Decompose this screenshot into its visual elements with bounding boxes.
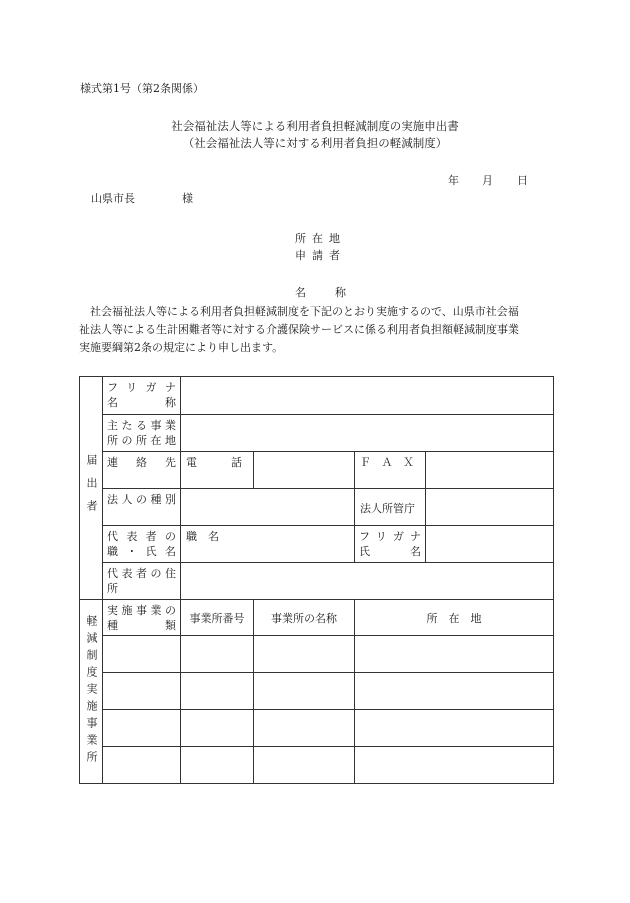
body-line: 祉法人等による生計困難者等に対する介護保険サービスに係る利用者負担額軽減制度事業	[79, 323, 519, 336]
date-day-label: 日	[517, 174, 528, 187]
service-type-header: 実施事業の 種 類	[103, 600, 181, 636]
main-office-address-label: 主たる事業 所の所在地	[103, 415, 181, 452]
table-row	[80, 710, 554, 747]
jurisdiction-label: 法人所管庁	[355, 489, 426, 526]
office-number-header: 事業所番号	[181, 600, 254, 636]
date-month-label: 月	[482, 174, 493, 187]
jurisdiction-field[interactable]	[426, 489, 554, 526]
fax-label: ＦＡＸ	[355, 452, 426, 489]
notifier-header: 届出者	[80, 377, 103, 600]
table-row	[80, 636, 554, 673]
applicant-label: 申請者	[295, 249, 346, 262]
application-table	[79, 376, 554, 784]
main-office-address-field[interactable]	[181, 415, 554, 452]
contact-label: 連絡先	[103, 452, 181, 489]
representative-name-label: フリガナ 氏 名	[355, 526, 426, 563]
position-field[interactable]	[181, 526, 355, 563]
addressee-honorific: 様	[182, 192, 193, 205]
representative-label: 代表者の 職・氏名	[103, 526, 181, 563]
body-line: 実施要綱第2条の規定により申し出ます。	[79, 341, 284, 354]
table-row	[80, 673, 554, 710]
applicant-name-label: 名称	[295, 286, 375, 299]
fax-field[interactable]	[426, 452, 554, 489]
phone-field[interactable]	[254, 452, 355, 489]
location-header: 所 在 地	[355, 600, 554, 636]
corporation-name-field[interactable]	[181, 377, 554, 415]
corporation-type-label: 法人の種別	[103, 489, 181, 526]
position-label: 職 名	[186, 530, 219, 543]
date-year-label: 年	[448, 174, 459, 187]
body-line: 社会福祉法人等による利用者負担軽減制度を下記のとおり実施するので、山県市社会福	[79, 305, 519, 318]
body-paragraph	[79, 303, 555, 357]
document-subtitle: （社会福祉法人等に対する利用者負担の軽減制度）	[182, 136, 448, 150]
form-number: 様式第1号（第2条関係）	[80, 82, 204, 95]
table-row	[80, 747, 554, 784]
phone-label: 電 話	[181, 452, 254, 489]
representative-address-field[interactable]	[181, 563, 554, 600]
reduction-offices-header: 軽減制度実施事業所	[80, 600, 103, 784]
addressee-name: 山県市長	[91, 192, 135, 205]
representative-name-field[interactable]	[426, 526, 554, 563]
representative-address-label: 代表者の住 所	[103, 563, 181, 600]
office-name-header: 事業所の名称	[254, 600, 355, 636]
furigana-name-label: フリガナ 名 称	[103, 377, 181, 415]
corporation-type-field[interactable]	[181, 489, 355, 526]
applicant-address-label: 所在地	[295, 232, 346, 245]
document-title: 社会福祉法人等による利用者負担軽減制度の実施申出書	[171, 119, 459, 133]
